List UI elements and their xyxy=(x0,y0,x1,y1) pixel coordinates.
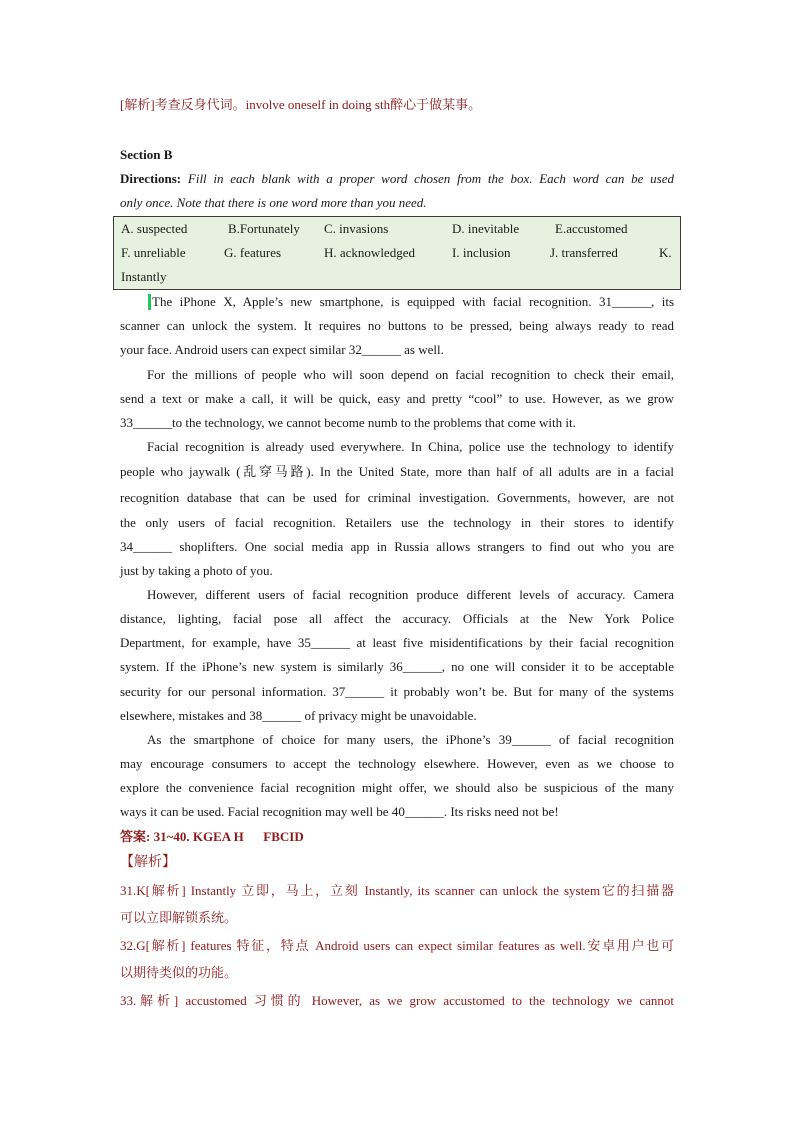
word-option-d: D. inevitable xyxy=(452,221,520,236)
passage-p3-line-4: the only users of facial recognition. Retailers use the technology in their stores to identify xyxy=(120,515,674,530)
directions-text-1: Fill in each blank with a proper word chosen from the box. Each word can be used xyxy=(187,171,675,186)
passage-p5-line-4: ways it can be used. Facial recognition may well be 40______. Its risks need not be! xyxy=(120,804,559,819)
directions-label: Directions: xyxy=(120,171,182,186)
passage-p2-line-2: send a text or make a call, it will be quick, easy and pretty “cool” to use. However, as we grow xyxy=(120,391,674,406)
passage-p3-line-5: 34______ shoplifters. One social media app in Russia allows strangers to find out who you are xyxy=(120,539,674,554)
word-option-h: H. acknowledged xyxy=(324,245,415,260)
answer-key: 答案: 31~40. KGEA H FBCID xyxy=(120,829,304,844)
passage-p5-line-2: may encourage consumers to accept the technology elsewhere. However, even as we choose to xyxy=(120,756,674,771)
passage-p3-line-3: recognition database that can be used for criminal investigation. Governments, however, are not xyxy=(120,490,674,505)
note-32-line-1: 32.G[解析] features 特征，特点 Android users can expect similar features as well.安卓用户也可 xyxy=(120,938,674,953)
passage-p5-line-1: As the smartphone of choice for many users, the iPhone’s 39______ of facial recognition xyxy=(147,732,674,747)
analysis-heading: 【解析】 xyxy=(120,855,176,870)
passage-p4-line-3: Department, for example, have 35______ at least five misidentifications by their facial recognition xyxy=(120,635,674,650)
passage-p4-line-5: security for our personal information. 37______ it probably won’t be. But for many of the systems xyxy=(120,684,674,699)
passage-p4-line-4: system. If the iPhone’s new system is similarly 36______, no one will consider it to be acceptable xyxy=(120,659,674,674)
word-option-j: J. transferred xyxy=(550,245,618,260)
note-31-line-2: 可以立即解锁系统。 xyxy=(120,910,238,925)
passage-p2-line-1: For the millions of people who will soon depend on facial recognition to check their email, xyxy=(147,367,674,382)
word-option-b: B.Fortunately xyxy=(228,221,300,236)
note-32-line-2: 以期待类似的功能。 xyxy=(120,965,238,980)
note-31-line-1: 31.K[解析] Instantly 立即，马上，立刻 Instantly, its scanner can unlock the system它的扫描器 xyxy=(120,883,674,898)
word-option-k-text: Instantly xyxy=(121,269,167,284)
text-cursor xyxy=(148,294,151,310)
word-option-g: G. features xyxy=(224,245,282,260)
passage-p3-line-1: Facial recognition is already used everywhere. In China, police use the technology to identify xyxy=(147,439,674,454)
directions-line-2: only once. Note that there is one word more than you need. xyxy=(120,195,427,210)
passage-p2-line-3: 33______to the technology, we cannot become numb to the problems that come with it. xyxy=(120,415,576,430)
section-title: Section B xyxy=(120,147,173,162)
intro-analysis: [解析]考查反身代词。involve oneself in doing sth醉心于做某事。 xyxy=(120,97,482,112)
word-option-e: E.accustomed xyxy=(555,221,628,236)
passage-p1-line-3: your face. Android users can expect similar 32______ as well. xyxy=(120,342,444,357)
word-option-i: I. inclusion xyxy=(452,245,511,260)
passage-p1-line-1: The iPhone X, Apple’s new smartphone, is equipped with facial recognition. 31______, its xyxy=(152,294,674,309)
passage-p5-line-3: explore the convenience facial recognition might offer, we should also be suspicious of the many xyxy=(120,780,674,795)
word-option-a: A. suspected xyxy=(121,221,188,236)
word-option-c: C. invasions xyxy=(324,221,389,236)
passage-p1-line-2: scanner can unlock the system. It requires no buttons to be pressed, being always ready to read xyxy=(120,318,674,333)
passage-p3-line-6: just by taking a photo of you. xyxy=(120,563,273,578)
passage-p4-line-2: distance, lighting, facial pose all affect the accuracy. Officials at the New York Police xyxy=(120,611,674,626)
directions-line-1 xyxy=(120,169,674,189)
note-33-line-1: 33.解析] accustomed 习惯的 However, as we grow accustomed to the technology we cannot xyxy=(120,993,674,1008)
word-option-f: F. unreliable xyxy=(121,245,186,260)
passage-p4-line-1: However, different users of facial recognition produce different levels of accuracy. Camera xyxy=(147,587,674,602)
word-option-k: K. xyxy=(659,245,672,260)
word-box xyxy=(113,216,681,290)
passage-p4-line-6: elsewhere, mistakes and 38______ of privacy might be unavoidable. xyxy=(120,708,477,723)
passage-p3-line-2: people who jaywalk (乱穿马路). In the United State, more than half of all adults are in a facial xyxy=(120,464,674,479)
